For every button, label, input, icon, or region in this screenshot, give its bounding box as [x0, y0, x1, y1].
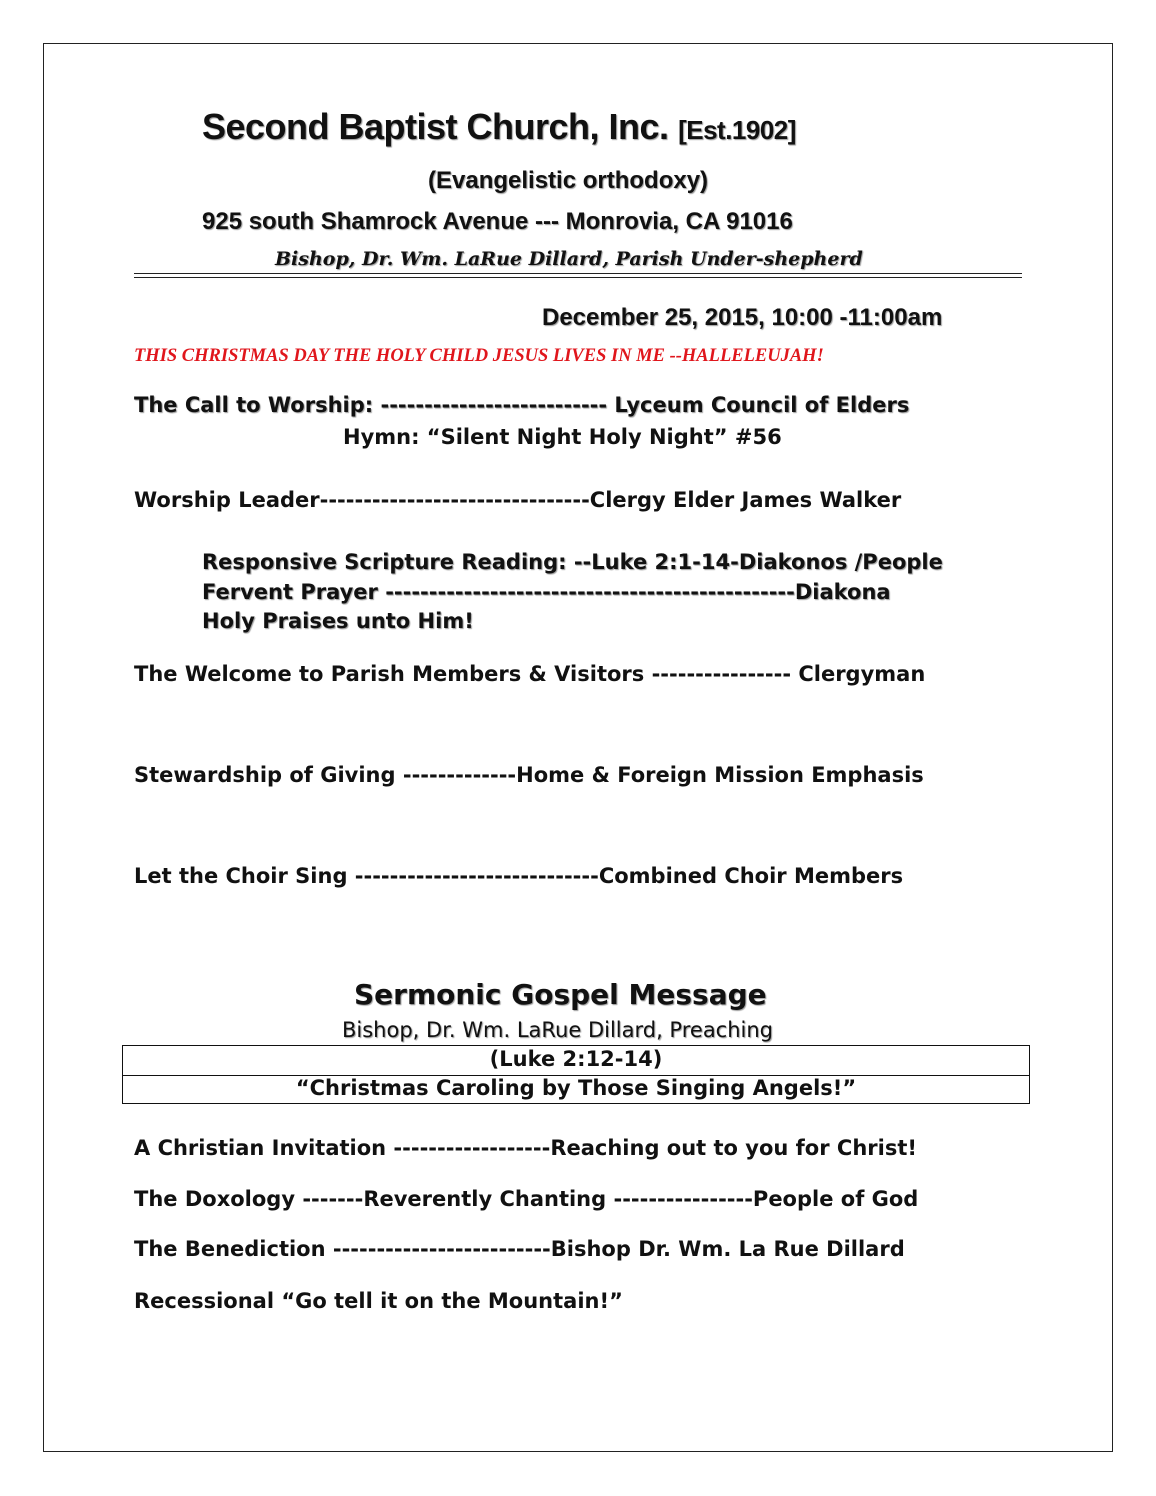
sermon-scripture-box: [122, 1045, 1030, 1104]
worship-leader: Worship Leader-------------------------------Clergy Elder James Walker: [134, 488, 902, 512]
stewardship-line: Stewardship of Giving -------------Home & Foreign Mission Emphasis: [134, 763, 924, 787]
service-date-time: December 25, 2015, 10:00 -11:00am: [542, 304, 943, 331]
recessional-line: Recessional “Go tell it on the Mountain!”: [134, 1289, 623, 1313]
established-year: [Est.1902]: [678, 115, 796, 145]
sermon-title: “Christmas Caroling by Those Singing Angels!”: [123, 1075, 1029, 1100]
header-divider: [134, 273, 1022, 278]
church-name-heading: [202, 106, 796, 148]
welcome-line: The Welcome to Parish Members & Visitors ---------------- Clergyman: [134, 662, 926, 686]
church-name: Second Baptist Church, Inc.: [202, 106, 669, 147]
call-to-worship: The Call to Worship: -------------------------- Lyceum Council of Elders: [134, 393, 910, 417]
responsive-reading: Responsive Scripture Reading: --Luke 2:1-14-Diakonos /People: [202, 550, 943, 574]
holy-praises: Holy Praises unto Him!: [202, 609, 474, 633]
service-theme: THIS CHRISTMAS DAY THE HOLY CHILD JESUS LIVES IN ME --HALLELEUJAH!: [134, 346, 824, 366]
church-address: 925 south Shamrock Avenue --- Monrovia, CA 91016: [202, 208, 793, 235]
sermon-heading: Sermonic Gospel Message: [354, 978, 767, 1011]
pastor-line: Bishop, Dr. Wm. LaRue Dillard, Parish Under-shepherd: [275, 248, 863, 270]
sermon-scripture: (Luke 2:12-14): [489, 1047, 663, 1071]
tagline: (Evangelistic orthodoxy): [428, 167, 709, 194]
sermon-preacher: Bishop, Dr. Wm. LaRue Dillard, Preaching: [342, 1018, 774, 1042]
hymn-line: Hymn: “Silent Night Holy Night” #56: [343, 425, 782, 449]
choir-line: Let the Choir Sing ----------------------------Combined Choir Members: [134, 864, 904, 888]
invitation-line: A Christian Invitation ------------------Reaching out to you for Christ!: [134, 1136, 917, 1160]
fervent-prayer: Fervent Prayer -----------------------------------------------Diakona: [202, 580, 891, 604]
doxology-line: The Doxology -------Reverently Chanting ----------------People of God: [134, 1187, 919, 1211]
benediction-line: The Benediction -------------------------Bishop Dr. Wm. La Rue Dillard: [134, 1237, 905, 1261]
